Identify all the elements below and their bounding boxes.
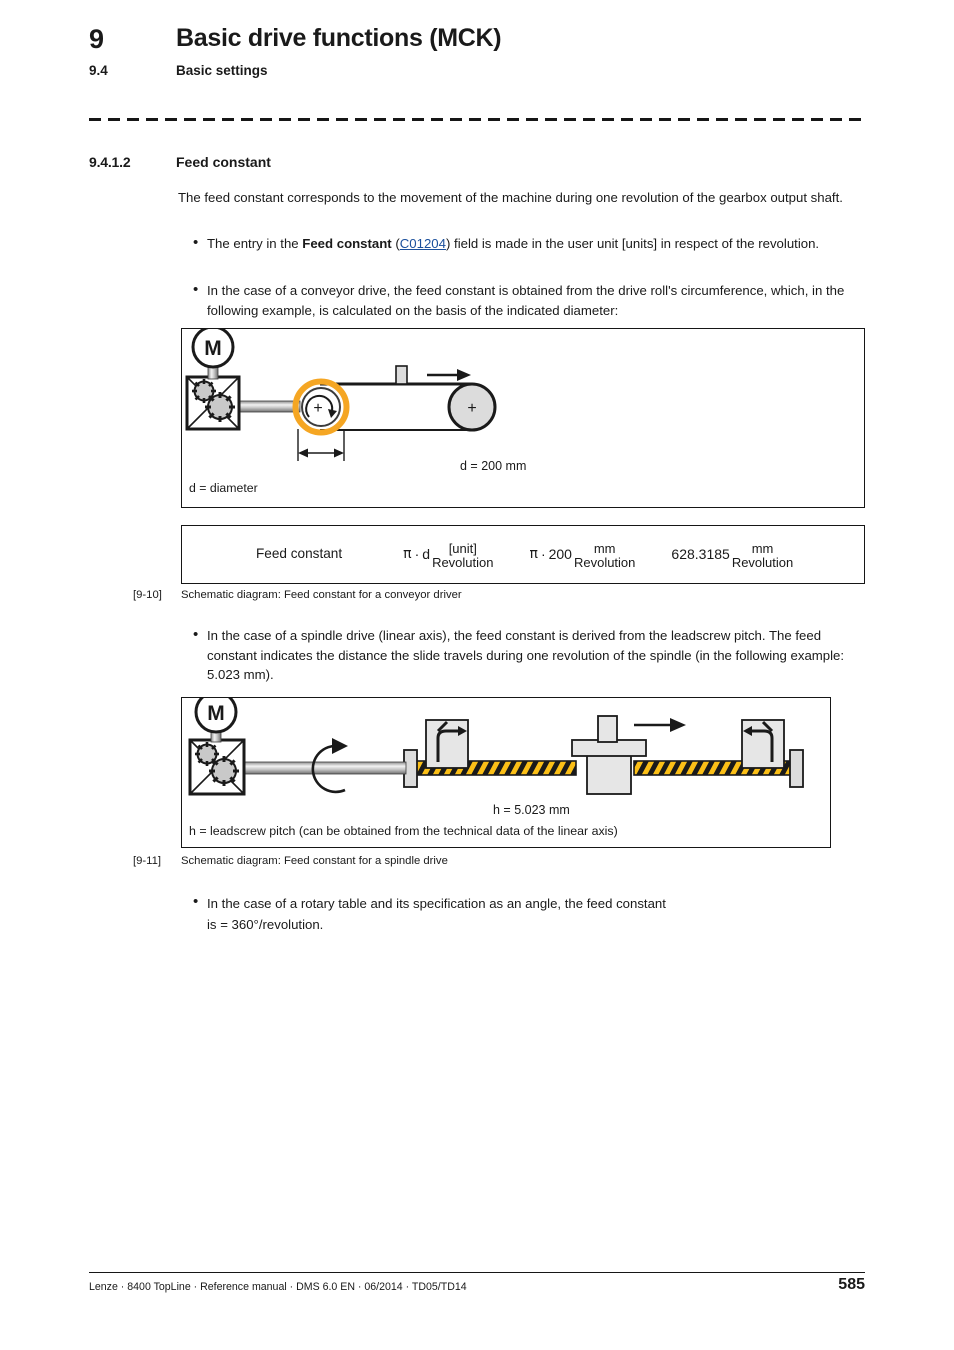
formula-term-numeric bbox=[529, 540, 636, 570]
drive-roll-plus-marker: + bbox=[313, 400, 323, 417]
formula-term2-operand: 200 bbox=[548, 545, 572, 562]
conveyor-dimension-label: d = 200 mm bbox=[460, 459, 527, 473]
formula-label: Feed constant bbox=[256, 546, 343, 562]
pi-symbol: π bbox=[529, 545, 538, 562]
pi-symbol: π bbox=[403, 545, 412, 562]
caption-text: Schematic diagram: Feed constant for a spindle drive bbox=[181, 855, 448, 867]
parameter-link-c01204[interactable]: C01204 bbox=[399, 236, 446, 251]
motor-label: M bbox=[204, 337, 222, 360]
formula-term3-fraction bbox=[732, 542, 793, 569]
conveyor-schematic-svg bbox=[182, 329, 864, 507]
motor-label: M bbox=[207, 702, 225, 725]
conveyor-legend: d = diameter bbox=[189, 481, 258, 495]
gear-large-icon bbox=[205, 392, 235, 422]
section-number: 9.4.1.2 bbox=[89, 154, 131, 170]
formula-term3-numerator: mm bbox=[751, 541, 774, 556]
bullet4-line2: is = 360°/revolution. bbox=[207, 917, 324, 932]
figure-spindle-drive bbox=[181, 697, 831, 848]
footer-divider bbox=[89, 1272, 865, 1273]
bullet1-post: ) field is made in the user unit [units] in respect of the revolution. bbox=[445, 236, 820, 251]
bullet4-line1: In the case of a rotary table and its specification as an angle, the feed constant bbox=[207, 896, 666, 911]
bearing-support-left bbox=[426, 720, 468, 768]
figure-conveyor-drive bbox=[181, 328, 865, 508]
formula-term1-fraction bbox=[432, 542, 493, 569]
multiply-dot: · bbox=[414, 545, 420, 562]
bullet1-pre: The entry in the bbox=[207, 236, 303, 251]
figure-caption-9-10 bbox=[133, 589, 733, 603]
formula-term3-operand: 628.3185 bbox=[671, 545, 730, 562]
carriage-slide bbox=[572, 716, 646, 794]
list-item bbox=[193, 281, 865, 320]
bullet3-text: In the case of a spindle drive (linear axis), the feed constant is derived from the leadscrew pitch. The feed constant indicates the distance the slide travels during one revolution of the spindle (in the following example: 5.023 mm). bbox=[207, 628, 845, 682]
caption-number: [9-11] bbox=[133, 855, 162, 867]
formula-term1-denominator: Revolution bbox=[432, 554, 494, 570]
formula-term1-numerator: [unit] bbox=[448, 541, 477, 556]
caption-number: [9-10] bbox=[133, 589, 162, 601]
formula-term2-fraction bbox=[574, 542, 635, 569]
list-item bbox=[193, 234, 865, 254]
list-item bbox=[193, 626, 865, 685]
spindle-dimension-label: h = 5.023 mm bbox=[493, 803, 570, 817]
intro-paragraph: The feed constant corresponds to the movement of the machine during one revolution of the gearbox output shaft. bbox=[178, 190, 843, 205]
figure-caption-9-11 bbox=[133, 855, 733, 869]
formula-term1-operand: d bbox=[422, 545, 431, 562]
bullet1-bold-term: Feed constant bbox=[302, 236, 392, 251]
page-number: 585 bbox=[838, 1276, 865, 1293]
multiply-dot: · bbox=[540, 545, 546, 562]
formula-term-result bbox=[671, 540, 794, 570]
spindle-legend: h = leadscrew pitch (can be obtained from the technical data of the linear axis) bbox=[189, 824, 618, 838]
header-divider bbox=[89, 118, 865, 121]
formula-term-symbolic bbox=[403, 540, 494, 570]
header-section-number: 9.4 bbox=[89, 63, 108, 78]
bullet-dot-icon: • bbox=[193, 234, 199, 251]
bullet-dot-icon: • bbox=[193, 893, 199, 910]
spindle-schematic-svg bbox=[182, 698, 830, 820]
list-item bbox=[193, 893, 865, 935]
header-chapter-title: Basic drive functions (MCK) bbox=[176, 24, 502, 52]
caption-text: Schematic diagram: Feed constant for a conveyor driver bbox=[181, 589, 462, 601]
formula-term2-denominator: Revolution bbox=[573, 554, 636, 570]
header-section-title: Basic settings bbox=[176, 63, 268, 78]
header-chapter-number: 9 bbox=[89, 24, 104, 54]
bullet1-paren: ( bbox=[391, 236, 400, 251]
formula-term3-denominator: Revolution bbox=[731, 554, 794, 570]
gear-large-icon bbox=[209, 756, 239, 786]
bullet-dot-icon: • bbox=[193, 281, 199, 298]
formula-box bbox=[181, 525, 865, 584]
feed-constant-formula bbox=[256, 540, 794, 570]
bullet2-text: In the case of a conveyor drive, the feed constant is obtained from the drive roll's circumference, which, in the following example, is calculated on the basis of the indicated diameter: bbox=[207, 283, 845, 318]
bullet-dot-icon: • bbox=[193, 626, 199, 643]
idler-plus-marker: + bbox=[467, 400, 477, 417]
footer-text: Lenze · 8400 TopLine · Reference manual · DMS 6.0 EN · 06/2014 · TD05/TD14 bbox=[89, 1281, 467, 1293]
page-title: Feed constant bbox=[176, 154, 271, 170]
bearing-support-right bbox=[742, 720, 784, 768]
formula-term2-numerator: mm bbox=[593, 541, 616, 556]
